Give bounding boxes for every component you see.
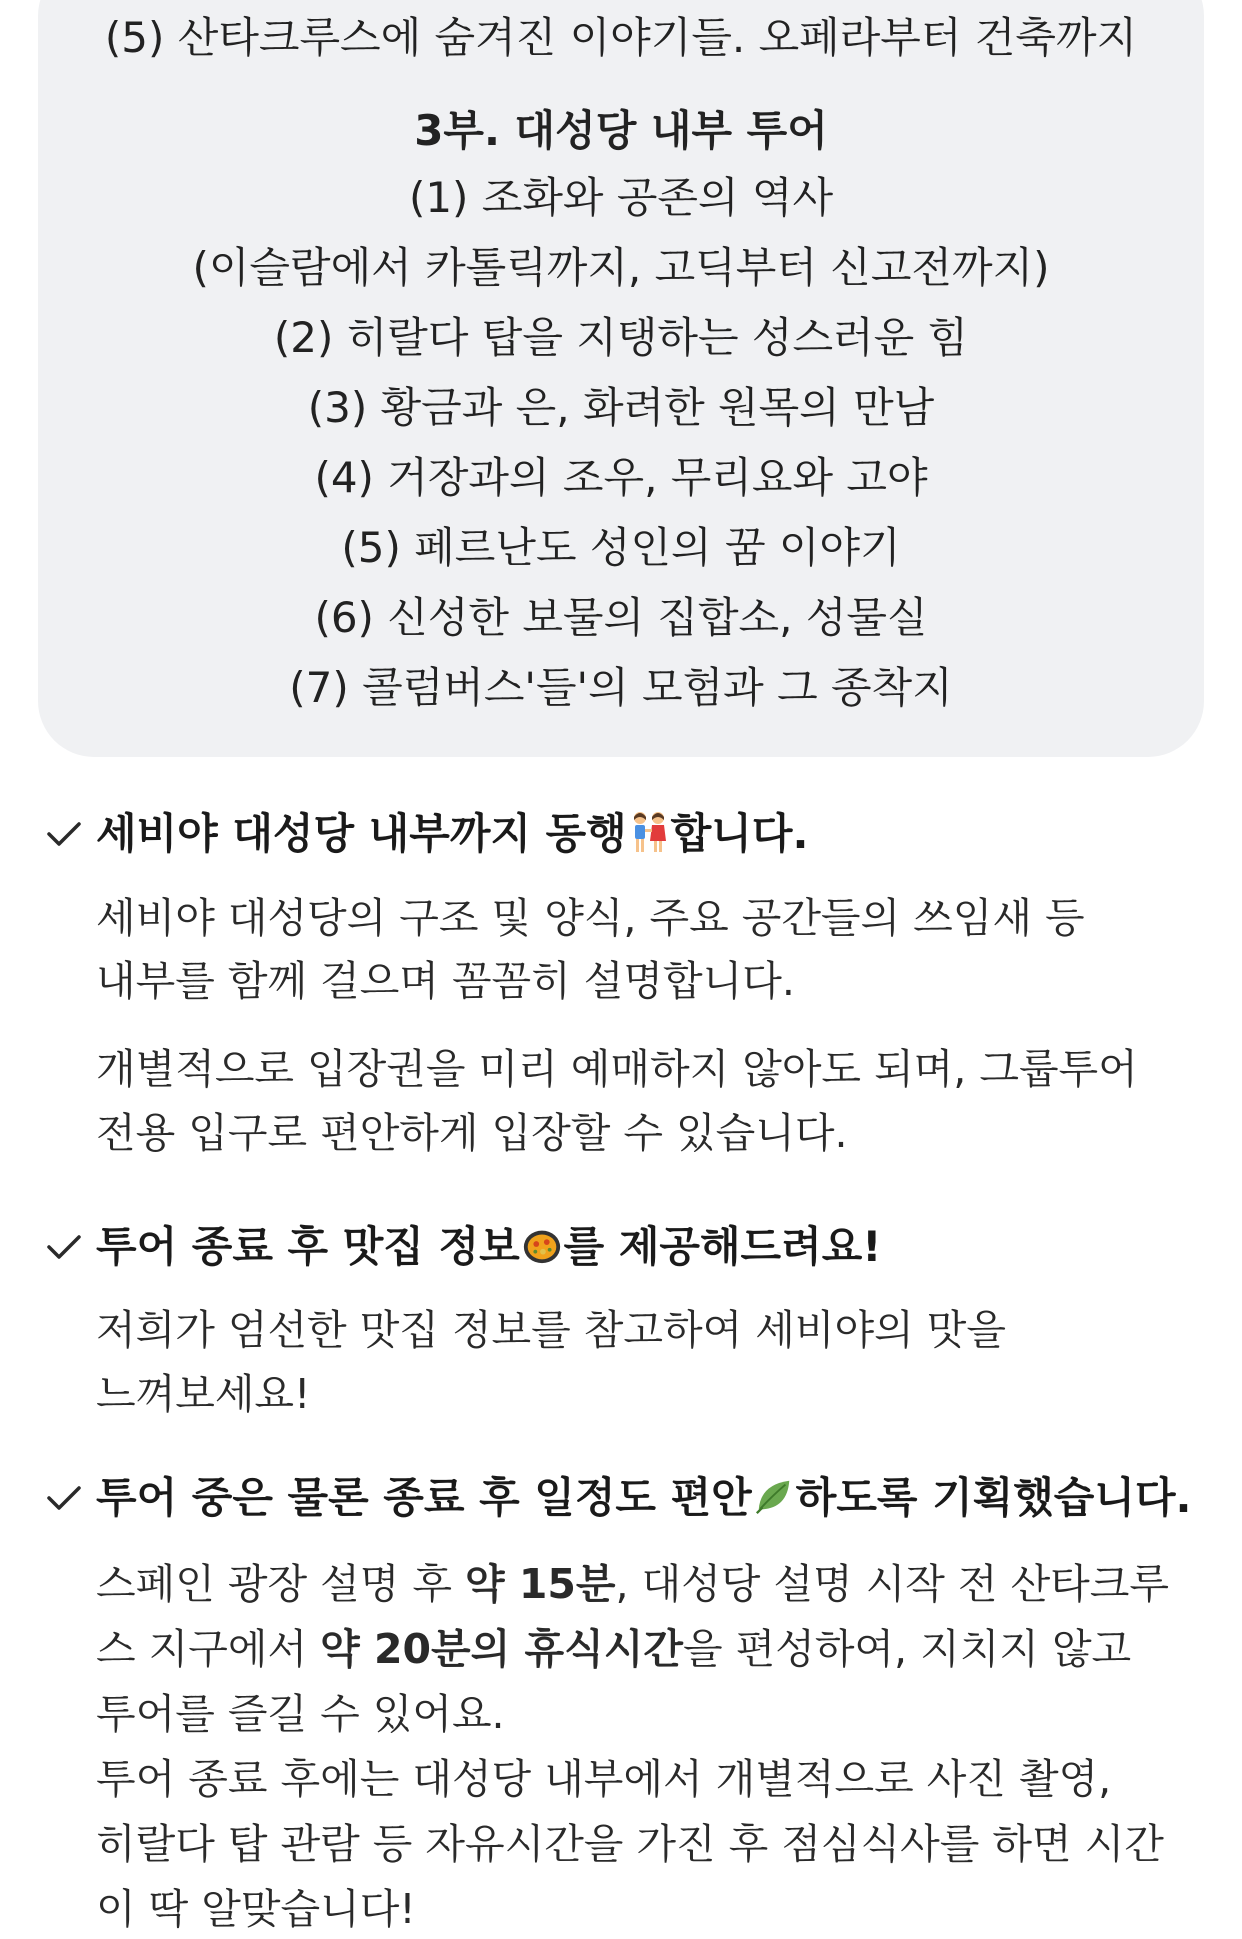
part3-item-1: (1) 조화와 공존의 역사 xyxy=(408,173,834,222)
section3-line3: 투어를 즐길 수 있어요. xyxy=(96,1690,505,1738)
section-title-text-end: 를 제공해드려요! xyxy=(563,1222,882,1271)
part2-item-5: (5) 산타크루스에 숨겨진 이야기들. 오페라부터 건축까지 xyxy=(104,13,1138,62)
check-icon xyxy=(44,1227,84,1267)
part3-item-4: (4) 거장과의 조우, 무리요와 고야 xyxy=(314,453,928,502)
check-icon xyxy=(44,1478,84,1518)
section-title-restaurant xyxy=(96,1217,881,1277)
part3-heading: 3부. 대성당 내부 투어 xyxy=(414,106,828,155)
section-title-text: 세비야 대성당 내부까지 동행 xyxy=(96,809,627,858)
part3-item-2: (2) 히랄다 탑을 지탱하는 성스러운 힘 xyxy=(273,313,969,362)
section3-line1-bold: 약 15분 xyxy=(464,1560,616,1608)
section-title-schedule xyxy=(96,1468,1191,1528)
section-title-text-end: 하도록 기획했습니다. xyxy=(795,1473,1192,1522)
section3-line6: 이 딱 알맞습니다! xyxy=(96,1885,416,1933)
section1-para1-line1: 세비야 대성당의 구조 및 양식, 주요 공간들의 쓰임새 등 xyxy=(96,894,1085,942)
section-title-text: 투어 중은 물론 종료 후 일정도 편안 xyxy=(96,1473,752,1522)
section-title-text: 투어 종료 후 맛집 정보 xyxy=(96,1222,520,1271)
section2-para1-line2: 느껴보세요! xyxy=(96,1370,311,1418)
section3-line1-c: , 대성당 설명 시작 전 산타크루 xyxy=(615,1560,1169,1608)
check-icon xyxy=(44,814,84,854)
section1-para1-line2: 내부를 함께 걸으며 꼼꼼히 설명합니다. xyxy=(96,957,795,1005)
section3-line2-bold: 약 20분의 휴식시간 xyxy=(320,1625,683,1673)
section3-line4: 투어 종료 후에는 대성당 내부에서 개별적으로 사진 촬영, xyxy=(96,1755,1112,1803)
section2-para1-line1: 저희가 엄선한 맛집 정보를 참고하여 세비야의 맛을 xyxy=(96,1306,1006,1354)
section3-line2-a: 스 지구에서 xyxy=(96,1625,321,1673)
section3-line1 xyxy=(96,1554,1169,1614)
section3-line5: 히랄다 탑 관람 등 자유시간을 가진 후 점심식사를 하면 시간 xyxy=(96,1820,1164,1868)
women-holding-hands-emoji xyxy=(628,810,670,854)
part3-item-3: (3) 황금과 은, 화려한 원목의 만남 xyxy=(307,383,935,432)
part3-item-7: (7) 콜럼버스'들'의 모험과 그 종착지 xyxy=(289,663,953,712)
section-title-text-end: 합니다. xyxy=(670,809,809,858)
paella-pan-emoji xyxy=(521,1223,563,1267)
leaf-emoji xyxy=(753,1474,795,1518)
part3-item-1-sub: (이슬람에서 카톨릭까지, 고딕부터 신고전까지) xyxy=(192,243,1050,292)
section3-line2-c: 을 편성하여, 지치지 않고 xyxy=(682,1625,1132,1673)
section-title-cathedral xyxy=(96,804,808,864)
section1-para2-line1: 개별적으로 입장권을 미리 예매하지 않아도 되며, 그룹투어 xyxy=(96,1045,1138,1093)
part3-item-6: (6) 신성한 보물의 집합소, 성물실 xyxy=(314,593,928,642)
section3-line1-a: 스페인 광장 설명 후 xyxy=(96,1560,465,1608)
section3-line2 xyxy=(96,1619,1131,1679)
part3-item-5: (5) 페르난도 성인의 꿈 이야기 xyxy=(341,523,901,572)
section1-para2-line2: 전용 입구로 편안하게 입장할 수 있습니다. xyxy=(96,1109,848,1157)
